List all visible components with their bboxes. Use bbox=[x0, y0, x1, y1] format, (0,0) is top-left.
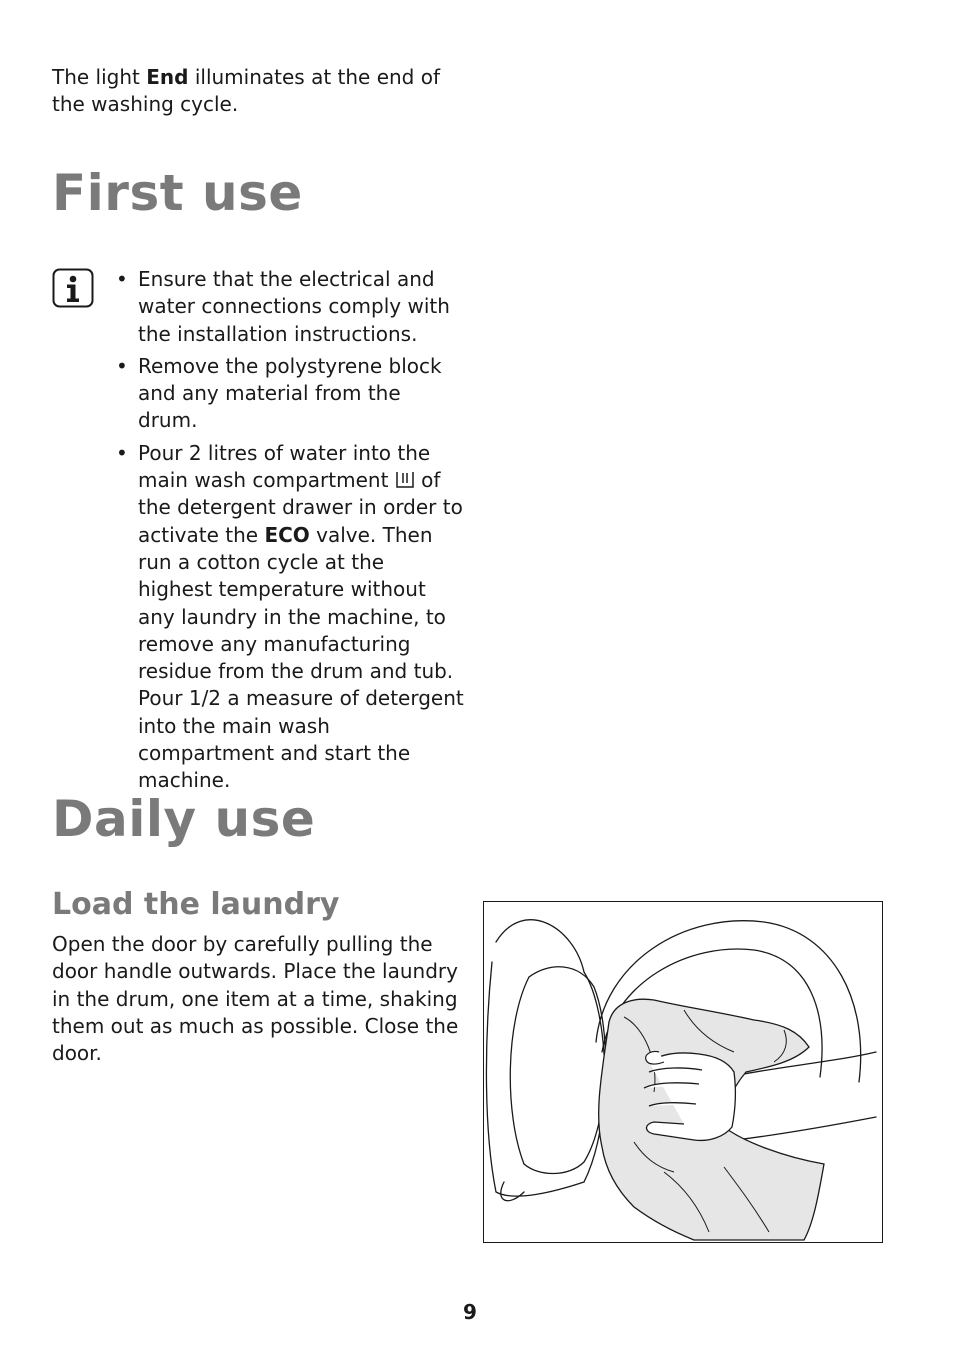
illustration-svg bbox=[484, 902, 882, 1242]
daily-use-title: Daily use bbox=[52, 790, 316, 848]
info-i-icon bbox=[52, 268, 94, 308]
load-laundry-paragraph: Open the door by carefully pulling the door handle outwards. Place the laundry in the drum, one item at a time, shaking them out as much as possible. Close the door. bbox=[52, 932, 459, 1066]
list-item bbox=[114, 266, 464, 348]
intro-text-pre: The light bbox=[52, 65, 147, 89]
first-use-list bbox=[114, 266, 464, 800]
bullet-text-cotton-cycle: valve. Then run a cotton cycle at the highest temperature without any laundry in the machine, to remove any manufacturing residue from the drum and tub. Pour 1/2 a measure of detergent into the main wash compartment and start the machine. bbox=[138, 522, 464, 793]
washing-machine-loading-illustration bbox=[483, 901, 883, 1243]
intro-text-post: illuminates at the end of the washing cycle. bbox=[52, 65, 441, 117]
bullet-text-pour-water: Pour 2 litres of water into the main wash compartment bbox=[138, 440, 431, 493]
load-laundry-heading: Load the laundry bbox=[52, 887, 340, 922]
first-use-title: First use bbox=[52, 164, 303, 222]
eco-label: ECO bbox=[264, 522, 310, 547]
bullet-text-connections: Ensure that the electrical and water connections comply with the installation instructions. bbox=[138, 267, 450, 346]
bullet-text-polystyrene: Remove the polystyrene block and any material from the drum. bbox=[138, 353, 442, 433]
end-light-label: End bbox=[146, 65, 189, 89]
intro-paragraph bbox=[52, 64, 472, 119]
page-number: 9 bbox=[463, 1300, 477, 1324]
bullet-text-detergent-drawer: of the detergent drawer in order to activate the bbox=[138, 468, 463, 547]
list-item bbox=[114, 440, 464, 795]
list-item bbox=[114, 353, 464, 435]
main-wash-compartment-icon bbox=[395, 471, 415, 489]
